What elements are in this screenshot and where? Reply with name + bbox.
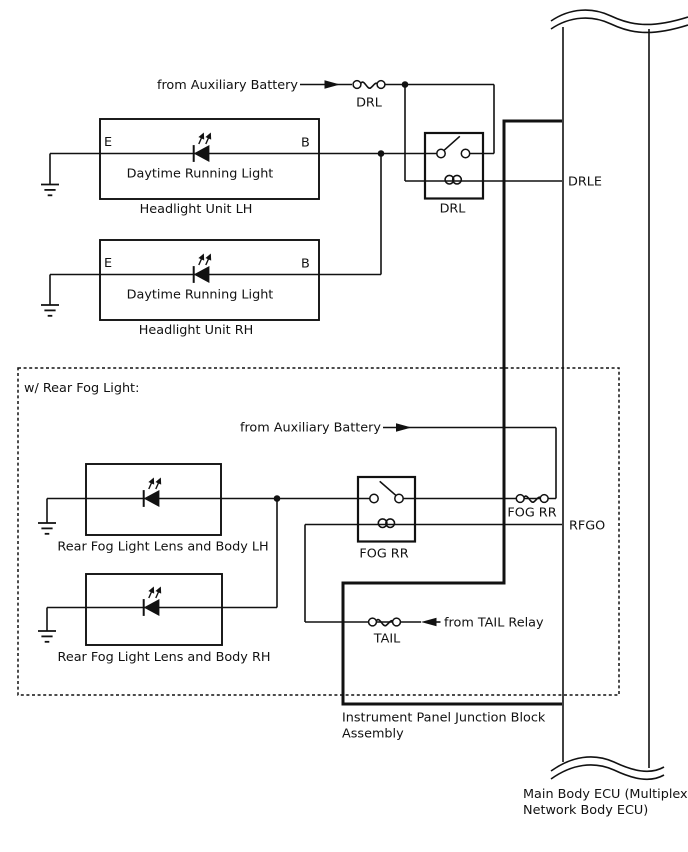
relay-box: [425, 133, 483, 199]
fog-rr-relay: [358, 477, 415, 562]
ground-icon: [38, 523, 56, 534]
headlight-unit-lh: [100, 119, 319, 217]
terminal-b-label: B: [301, 256, 310, 272]
ecu-pin-rfgo: RFGO: [569, 518, 606, 534]
unit-caption: Rear Fog Light Lens and Body LH: [57, 539, 269, 555]
aux-battery-source-label: from Auxiliary Battery: [156, 78, 298, 93]
ecu-break-bottom: [551, 765, 664, 779]
terminal-e-label: E: [104, 135, 113, 150]
ground-icon: [41, 185, 59, 196]
drl-fuse: [353, 81, 385, 111]
rear-fog-light-rh: [58, 574, 271, 665]
main-body-ecu: [523, 10, 688, 818]
fog-section-boundary: [18, 368, 619, 695]
fog-rr-relay-label: FOG RR: [359, 546, 409, 562]
unit-caption: Headlight Unit RH: [138, 323, 254, 338]
junction-dot: [274, 495, 281, 502]
relay-contact: [437, 149, 445, 157]
led-icon: [194, 255, 211, 283]
junction-dot: [402, 81, 409, 88]
fog-section-box: [18, 368, 619, 695]
relay-switch-blade: [380, 481, 396, 495]
arrow-left-icon: [421, 618, 437, 627]
led-icon: [144, 588, 161, 616]
fog-rr-fuse-label: FOG RR: [507, 505, 557, 521]
ground-icon: [38, 631, 56, 642]
component-label: Daytime Running Light: [126, 166, 274, 182]
relay-coil-icon: [378, 519, 394, 528]
relay-contact: [461, 149, 469, 157]
drl-fuse-label: DRL: [356, 95, 382, 111]
tail-fuse-label: TAIL: [373, 631, 401, 647]
arrow-right-icon: [396, 423, 412, 431]
unit-box: [100, 119, 319, 199]
component-label: Daytime Running Light: [126, 287, 274, 303]
unit-box: [100, 240, 319, 320]
relay-coil-icon: [445, 175, 461, 184]
terminal-e-label: E: [104, 256, 113, 271]
relay-contact: [395, 494, 403, 502]
ecu-break-top: [551, 10, 688, 24]
ecu-pin-drle: DRLE: [568, 174, 602, 190]
terminal-b-label: B: [301, 135, 310, 151]
relay-switch-blade: [444, 136, 460, 150]
led-icon: [144, 479, 161, 507]
fuse-icon: [353, 81, 385, 89]
headlight-unit-rh: [100, 240, 319, 338]
fog-circuit-wires: [38, 420, 562, 642]
junction-dot: [378, 150, 385, 157]
drl-relay: [425, 133, 483, 217]
arrow-right-icon: [325, 80, 341, 88]
junction-block-caption-line1: Instrument Panel Junction Block: [342, 710, 546, 726]
ecu-caption-line2: Network Body ECU): [523, 803, 649, 818]
tail-relay-source-label: from TAIL Relay: [444, 615, 544, 631]
junction-block-caption-line2: Assembly: [342, 726, 404, 742]
ecu-caption-line1: Main Body ECU (Multiplex: [523, 787, 688, 802]
led-icon: [194, 134, 211, 162]
aux-battery-source-label-fog: from Auxiliary Battery: [239, 420, 381, 436]
unit-caption: Rear Fog Light Lens and Body RH: [57, 650, 271, 665]
ground-icon: [41, 305, 59, 316]
rear-fog-light-lh: [57, 464, 268, 555]
unit-caption: Headlight Unit LH: [139, 202, 253, 217]
relay-contact: [370, 494, 378, 502]
fog-section-title: w/ Rear Fog Light:: [24, 381, 140, 396]
drl-relay-label: DRL: [439, 201, 466, 217]
